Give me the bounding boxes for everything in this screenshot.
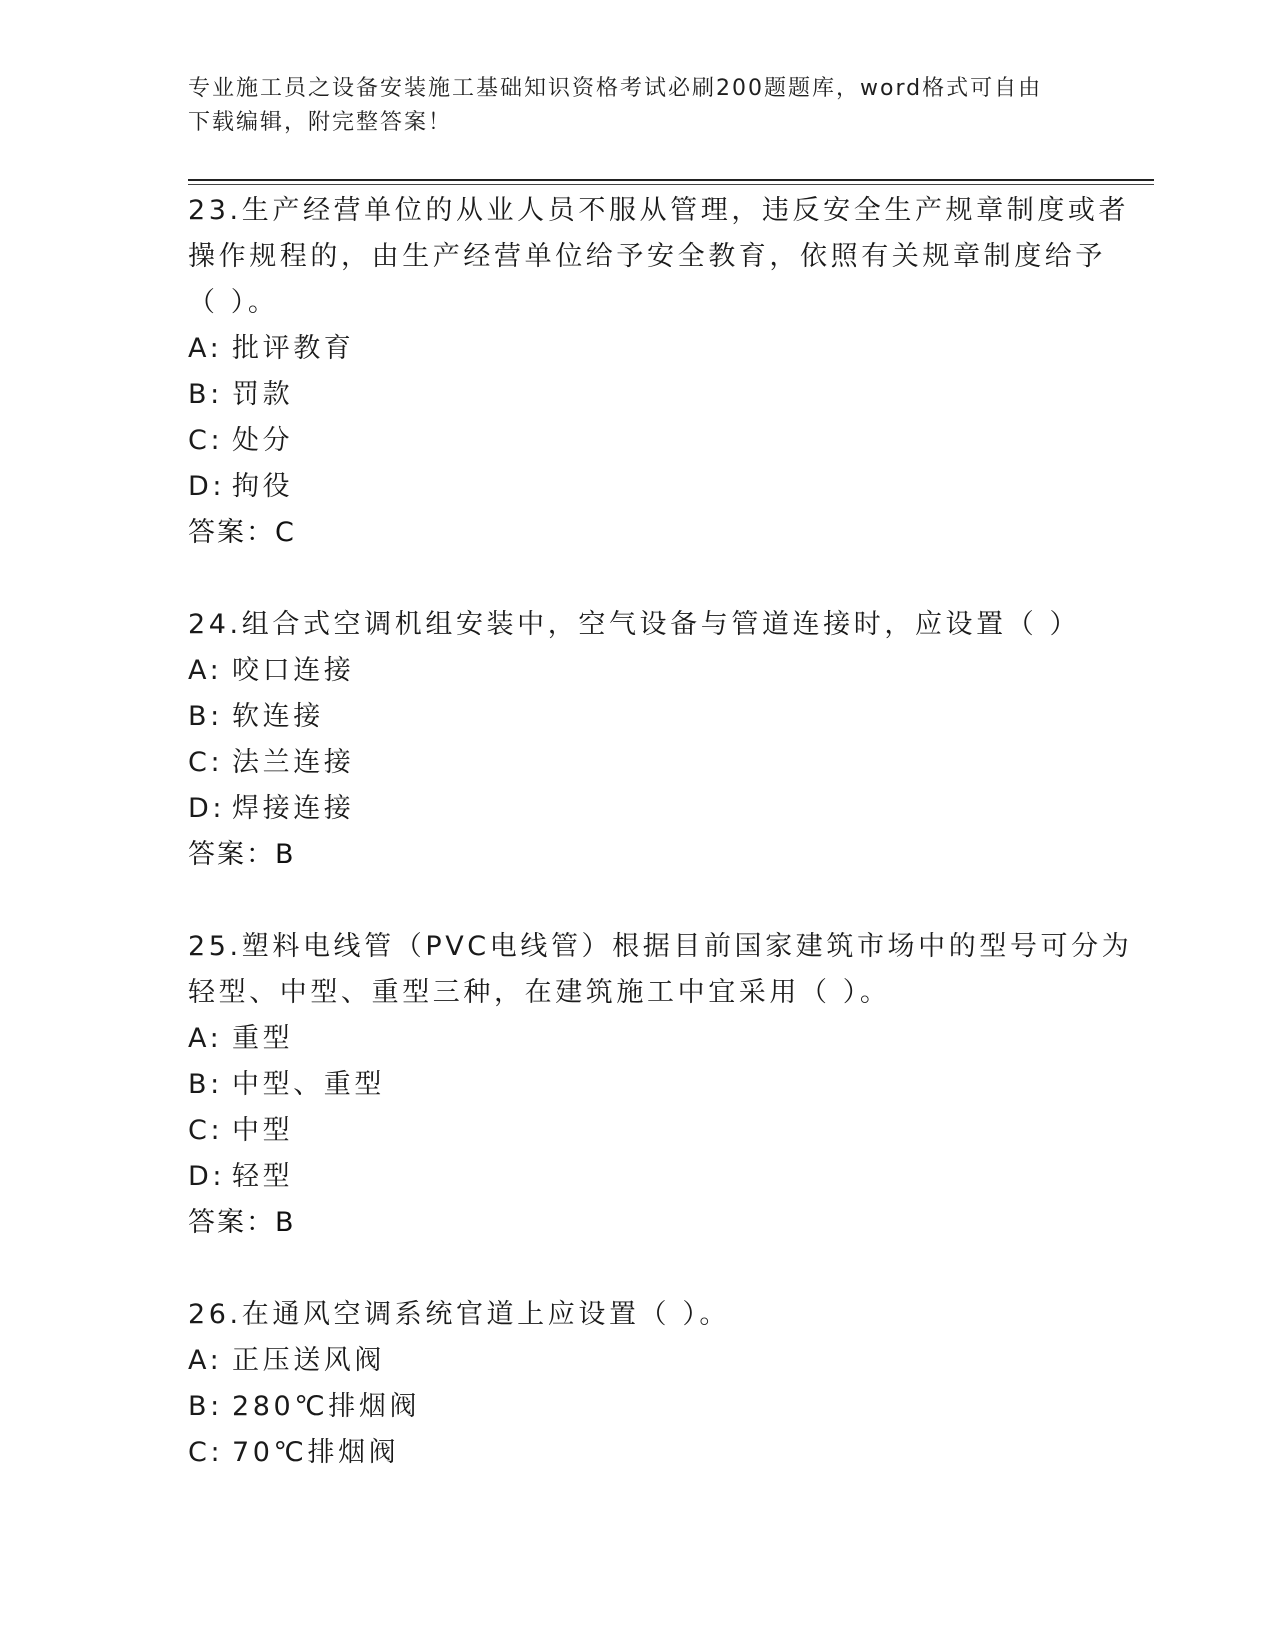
option-key: C: (188, 425, 224, 456)
answer-option (188, 694, 1148, 740)
question-stem (188, 188, 1148, 326)
option-text: 正压送风阀 (232, 1345, 385, 1376)
question-stem-line: 26.在通风空调系统官道上应设置（ ）。 (188, 1299, 731, 1330)
option-key: C: (188, 747, 224, 778)
header-line-2: 下载编辑，附完整答案！ (188, 110, 453, 135)
question-stem-line: 24.组合式空调机组安装中，空气设备与管道连接时，应设置（ ） (188, 609, 1081, 640)
answer-line: 答案：B (188, 839, 296, 870)
option-text: 批评教育 (232, 333, 355, 364)
question-list (188, 188, 1148, 1522)
answer-option (188, 1154, 1148, 1200)
option-key: D: (188, 1161, 226, 1192)
answer-line: 答案：B (188, 1207, 296, 1238)
option-text: 中型 (232, 1115, 294, 1146)
option-key: B: (188, 1391, 223, 1422)
question-stem (188, 924, 1148, 1016)
option-text: 重型 (232, 1023, 294, 1054)
answer-line: 答案：C (188, 517, 296, 548)
option-key: A: (188, 655, 223, 686)
option-text: 焊接连接 (232, 793, 355, 824)
question-item (188, 602, 1148, 878)
option-text: 中型、重型 (232, 1069, 385, 1100)
answer-option (188, 1062, 1148, 1108)
answer-option (188, 1338, 1148, 1384)
answer-option (188, 418, 1148, 464)
option-key: C: (188, 1437, 224, 1468)
option-text: 罚款 (232, 379, 294, 410)
option-text: 拘役 (232, 471, 294, 502)
option-key: C: (188, 1115, 224, 1146)
option-text: 咬口连接 (232, 655, 355, 686)
option-text: 70℃排烟阀 (232, 1437, 400, 1468)
question-item (188, 188, 1148, 556)
option-key: A: (188, 1345, 223, 1376)
option-key: B: (188, 1069, 223, 1100)
option-key: A: (188, 333, 223, 364)
answer-option (188, 740, 1148, 786)
option-key: B: (188, 379, 223, 410)
question-stem-line: 操作规程的，由生产经营单位给予安全教育，依照有关规章制度给予 (188, 241, 1106, 272)
option-key: D: (188, 471, 226, 502)
question-stem-line: 25.塑料电线管（PVC电线管）根据目前国家建筑市场中的型号可分为 (188, 931, 1133, 962)
option-text: 法兰连接 (232, 747, 355, 778)
question-stem (188, 602, 1148, 648)
option-text: 轻型 (232, 1161, 294, 1192)
document-header (188, 72, 1088, 140)
option-key: A: (188, 1023, 223, 1054)
option-text: 280℃排烟阀 (232, 1391, 421, 1422)
answer-option (188, 648, 1148, 694)
question-item (188, 1292, 1148, 1476)
header-divider-thick (188, 179, 1154, 181)
option-key: B: (188, 701, 223, 732)
option-text: 处分 (232, 425, 294, 456)
answer-option (188, 786, 1148, 832)
answer-option (188, 1384, 1148, 1430)
header-divider-thin (188, 184, 1154, 185)
answer-option (188, 372, 1148, 418)
answer-option (188, 1108, 1148, 1154)
question-stem-line: 23.生产经营单位的从业人员不服从管理，违反安全生产规章制度或者 (188, 195, 1130, 226)
answer-option (188, 1430, 1148, 1476)
option-key: D: (188, 793, 226, 824)
answer-option (188, 326, 1148, 372)
question-stem (188, 1292, 1148, 1338)
question-stem-line: （ ）。 (188, 287, 279, 318)
option-text: 软连接 (232, 701, 324, 732)
header-line-1: 专业施工员之设备安装施工基础知识资格考试必刷200题题库，word格式可自由 (188, 76, 1043, 101)
question-item (188, 924, 1148, 1246)
question-stem-line: 轻型、中型、重型三种，在建筑施工中宜采用（ ）。 (188, 977, 891, 1008)
answer-option (188, 1016, 1148, 1062)
answer-option (188, 464, 1148, 510)
